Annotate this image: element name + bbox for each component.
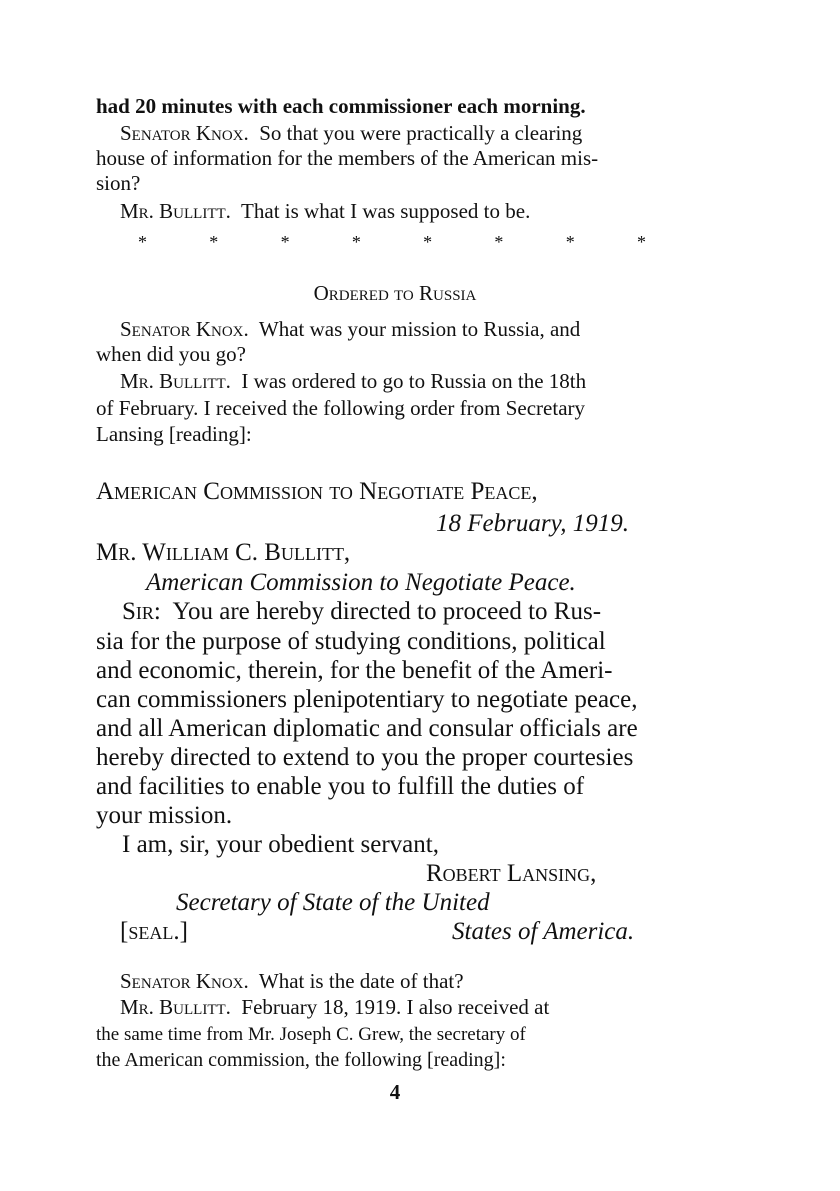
speaker-bullitt: Mr. Bullitt. (120, 369, 231, 393)
line-bullitt-a1 (120, 199, 530, 224)
ellipsis-stars (138, 232, 646, 253)
knox-question: What is the date of that? (258, 969, 464, 993)
knox-question: What was your mission to Russia, and (258, 317, 581, 341)
letter-addressee-org: American Commission to Negotiate Peace. (146, 569, 576, 596)
salutation: Sir: (122, 598, 161, 625)
speaker-bullitt: Mr. Bullitt. (120, 199, 231, 223)
letter-body-line1 (122, 597, 601, 627)
line-knox-q2-cont (96, 342, 246, 367)
star-mark: * (280, 232, 290, 252)
speaker-knox: Senator Knox. (120, 121, 249, 145)
bullitt-answer-end: the American commission, the following [reading]: (96, 1049, 506, 1071)
line-bullitt-a3-end (96, 1048, 506, 1073)
line-knox-q2 (120, 317, 580, 342)
star-mark: * (209, 232, 219, 252)
star-mark: * (423, 232, 433, 252)
letter-signer-title-cont: States of America. (452, 918, 635, 945)
text-continuation: had 20 minutes with each commissioner each morning. (96, 94, 586, 118)
letter-body-line6: hereby directed to extend to you the proper courtesies (96, 744, 634, 771)
letter-body-line4: can commissioners plenipotentiary to negotiate peace, (96, 686, 638, 713)
letter-signer: Robert Lansing, (426, 860, 597, 887)
letter-signer-title: Secretary of State of the United (176, 889, 490, 916)
knox-question-cont: when did you go? (96, 342, 246, 366)
bullitt-answer-cont: the same time from Mr. Joseph C. Grew, the secretary of (96, 1024, 526, 1045)
letter-body-line8: your mission. (96, 802, 233, 829)
knox-question-cont: house of information for the members of the American mis- (96, 146, 599, 170)
speaker-bullitt: Mr. Bullitt. (120, 995, 231, 1019)
bullitt-answer: February 18, 1919. I also received at (241, 995, 550, 1019)
line-knox-q1 (120, 121, 582, 146)
page-number: 4 (389, 1080, 401, 1104)
line-bullitt-a2-end (96, 422, 252, 447)
line-continuation (96, 94, 706, 119)
section-heading: Ordered to Russia (313, 281, 477, 305)
star-mark: * (138, 232, 147, 252)
letter-seal: [seal.] (120, 918, 188, 945)
line-bullitt-a2 (120, 369, 586, 394)
letter-addressee: Mr. William C. Bullitt, (96, 539, 351, 566)
star-mark: * (636, 232, 646, 252)
star-mark: * (351, 232, 361, 252)
star-mark: * (494, 232, 504, 252)
letter-body-line7: and facilities to enable you to fulfill the duties of (96, 773, 585, 800)
line-bullitt-a2-cont (96, 396, 585, 421)
line-bullitt-a3 (120, 995, 549, 1020)
letter-body: You are hereby directed to proceed to Rus- (172, 598, 602, 625)
line-knox-q1-cont (96, 146, 598, 171)
line-knox-q3 (120, 969, 464, 994)
letter-body-line3: and economic, therein, for the benefit of the Ameri- (96, 657, 613, 684)
letter-header: American Commission to Negotiate Peace, (96, 478, 538, 505)
line-knox-q1-end (96, 171, 140, 196)
letter-closing: I am, sir, your obedient servant, (122, 831, 439, 858)
speaker-knox: Senator Knox. (120, 969, 249, 993)
knox-question: So that you were practically a clearing (259, 121, 583, 145)
bullitt-answer: I was ordered to go to Russia on the 18th (241, 369, 587, 393)
bullitt-answer: That is what I was supposed to be. (241, 199, 531, 223)
letter-body-line5: and all American diplomatic and consular officials are (96, 715, 638, 742)
bullitt-answer-end: Lansing [reading]: (96, 422, 252, 446)
letter-body-line2: sia for the purpose of studying conditions, political (96, 628, 606, 655)
letter-date: 18 February, 1919. (436, 510, 630, 537)
bullitt-answer-cont: of February. I received the following order from Secretary (96, 396, 586, 420)
line-bullitt-a3-cont (96, 1022, 526, 1047)
knox-question-end: sion? (96, 171, 141, 195)
star-mark: * (565, 232, 575, 252)
speaker-knox: Senator Knox. (120, 317, 249, 341)
